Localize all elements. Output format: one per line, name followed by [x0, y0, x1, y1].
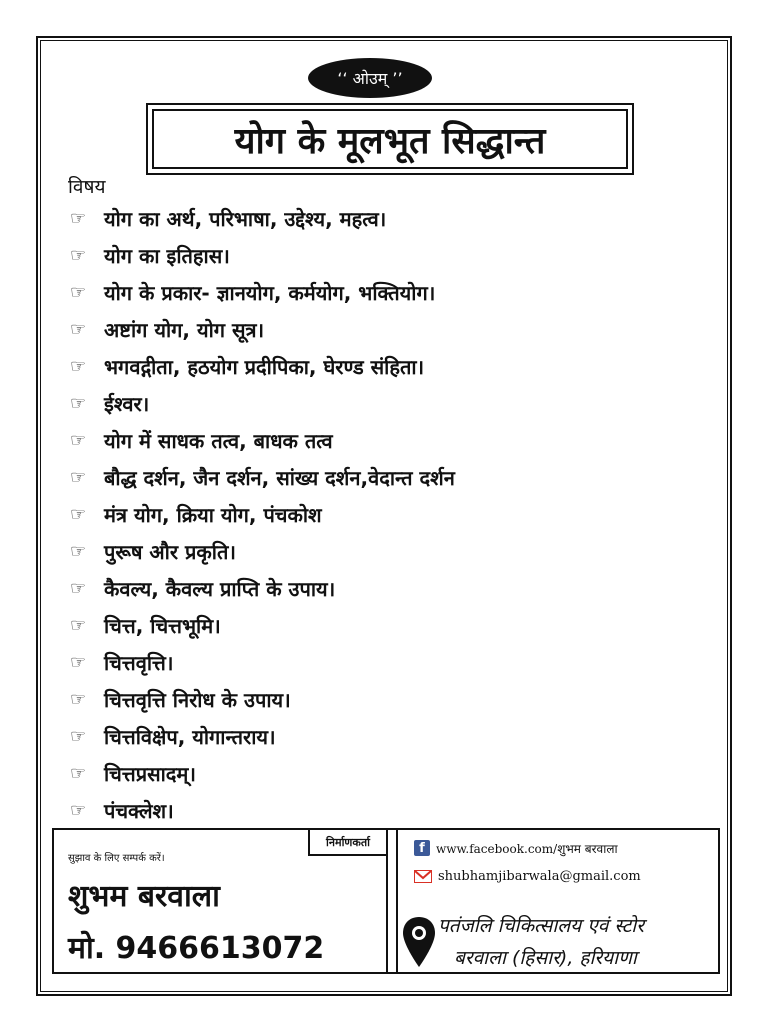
mobile-number: मो. 9466613072 — [68, 931, 325, 966]
pointing-hand-icon: ☞ — [70, 689, 87, 710]
pointing-hand-icon: ☞ — [70, 319, 87, 340]
address-line-1: पतंजलि चिकित्सालय एवं स्टोर — [438, 915, 644, 937]
list-item: ☞ योग में साधक तत्व, बाधक तत्व — [70, 429, 333, 453]
author-name: शुभम बरवाला — [68, 879, 220, 914]
list-item: ☞ चित्तविक्षेप, योगान्तराय। — [70, 725, 276, 749]
pointing-hand-icon: ☞ — [70, 467, 87, 488]
om-badge: ‘‘ ओउम् ’’ — [308, 58, 432, 98]
pointing-hand-icon: ☞ — [70, 726, 87, 747]
location-pin-icon — [402, 916, 436, 968]
page-title: योग के मूलभूत सिद्धान्त — [234, 120, 546, 162]
list-item: ☞ चित्त, चित्तभूमि। — [70, 614, 221, 638]
list-item: ☞ चित्तप्रसादम्। — [70, 762, 196, 786]
pointing-hand-icon: ☞ — [70, 393, 87, 414]
list-item: ☞ पंचक्लेश। — [70, 799, 174, 823]
pointing-hand-icon: ☞ — [70, 356, 87, 377]
list-item: ☞ चित्तवृत्ति। — [70, 651, 174, 675]
topic-list — [70, 200, 720, 829]
pointing-hand-icon: ☞ — [70, 245, 87, 266]
pointing-hand-icon: ☞ — [70, 541, 87, 562]
facebook-icon: f — [414, 840, 430, 856]
list-item: ☞ योग के प्रकार- ज्ञानयोग, कर्मयोग, भक्तियोग। — [70, 281, 436, 305]
pointing-hand-icon: ☞ — [70, 763, 87, 784]
list-item: ☞ बौद्ध दर्शन, जैन दर्शन, सांख्य दर्शन,वेदान्त दर्शन — [70, 466, 455, 490]
suggestion-text: सुझाव के लिए सम्पर्क करें। — [68, 853, 165, 864]
list-item: ☞ भगवद्गीता, हठयोग प्रदीपिका, घेरण्ड संहिता। — [70, 355, 425, 379]
maker-label: निर्माणकर्ता — [308, 830, 386, 856]
gmail-icon — [414, 870, 432, 883]
subject-label: विषय — [68, 176, 106, 198]
list-item: ☞ योग का इतिहास। — [70, 244, 230, 268]
footer-divider — [386, 830, 398, 972]
facebook-link[interactable]: www.facebook.com/शुभम बरवाला — [436, 842, 618, 856]
email-link[interactable]: shubhamjibarwala@gmail.com — [438, 869, 641, 884]
pointing-hand-icon: ☞ — [70, 504, 87, 525]
list-item: ☞ ईश्वर। — [70, 392, 150, 416]
pointing-hand-icon: ☞ — [70, 652, 87, 673]
list-item: ☞ योग का अर्थ, परिभाषा, उद्देश्य, महत्व। — [70, 207, 387, 231]
list-item: ☞ चित्तवृत्ति निरोध के उपाय। — [70, 688, 291, 712]
title-box — [146, 103, 634, 175]
list-item: ☞ पुरूष और प्रकृति। — [70, 540, 236, 564]
address-line-2: बरवाला (हिसार), हरियाणा — [454, 947, 637, 969]
pointing-hand-icon: ☞ — [70, 282, 87, 303]
pointing-hand-icon: ☞ — [70, 800, 87, 821]
pointing-hand-icon: ☞ — [70, 578, 87, 599]
list-item: ☞ मंत्र योग, क्रिया योग, पंचकोश — [70, 503, 322, 527]
pointing-hand-icon: ☞ — [70, 430, 87, 451]
list-item: ☞ कैवल्य, कैवल्य प्राप्ति के उपाय। — [70, 577, 336, 601]
pointing-hand-icon: ☞ — [70, 208, 87, 229]
pointing-hand-icon: ☞ — [70, 615, 87, 636]
contact-footer — [52, 828, 720, 974]
list-item: ☞ अष्टांग योग, योग सूत्र। — [70, 318, 265, 342]
